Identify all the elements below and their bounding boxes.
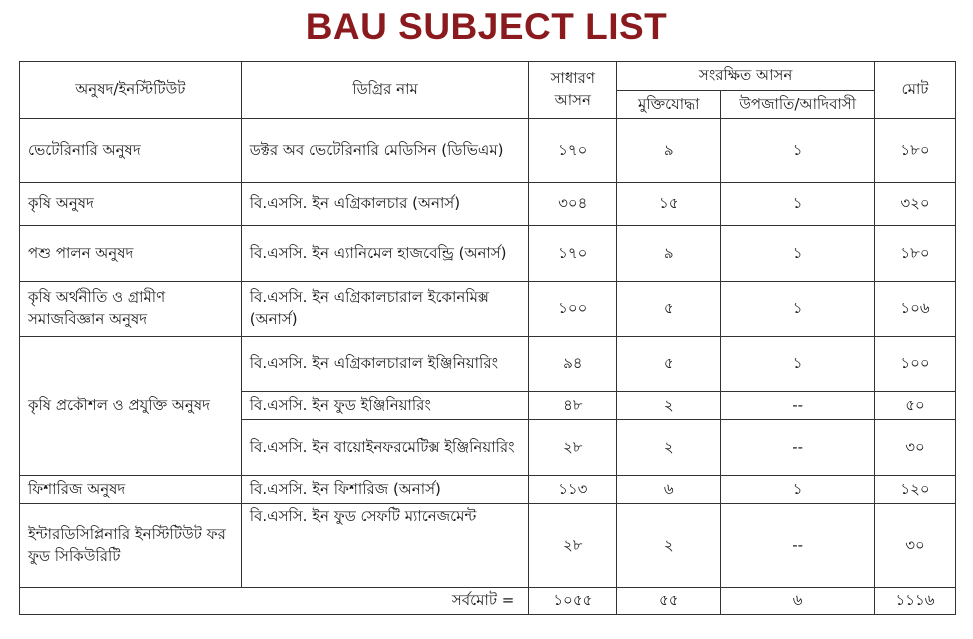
degree-cell: বি.এসসি. ইন এগ্রিকালচার (অনার্স) — [241, 183, 529, 226]
tribal-cell: -- — [721, 420, 875, 476]
degree-cell: বি.এসসি. ইন বায়োইনফরমেটিক্স ইঞ্জিনিয়ারিং — [241, 420, 529, 476]
faculty-cell: ভেটেরিনারি অনুষদ — [20, 119, 242, 183]
tribal-cell: -- — [721, 504, 875, 588]
header-tribal: উপজাতি/আদিবাসী — [721, 91, 875, 119]
grand-total-label: সর্বমোট = — [20, 588, 529, 615]
freedom-fighter-cell: ২ — [617, 392, 721, 420]
table-row — [20, 226, 956, 282]
total-cell: ৩০ — [875, 420, 956, 476]
header-general-line1: সাধারণ — [550, 69, 595, 88]
general-seats-cell: ৩০৪ — [529, 183, 617, 226]
total-cell: ১৮০ — [875, 226, 956, 282]
degree-cell: বি.এসসি. ইন ফুড সেফটি ম্যানেজমেন্ট — [241, 504, 529, 588]
freedom-fighter-cell: ৯ — [617, 119, 721, 183]
table-row — [20, 337, 956, 392]
page-title: BAU SUBJECT LIST — [305, 6, 668, 47]
tribal-cell: ১ — [721, 282, 875, 337]
freedom-fighter-cell: ২ — [617, 504, 721, 588]
degree-cell: বি.এসসি. ইন ফুড ইঞ্জিনিয়ারিং — [241, 392, 529, 420]
grand-total-general: ১০৫৫ — [529, 588, 617, 615]
header-general — [529, 62, 617, 119]
degree-cell: বি.এসসি. ইন ফিশারিজ (অনার্স) — [241, 476, 529, 504]
general-seats-cell: ৯৪ — [529, 337, 617, 392]
table-row — [20, 183, 956, 226]
faculty-cell: ফিশারিজ অনুষদ — [20, 476, 242, 504]
faculty-cell: কৃষি অনুষদ — [20, 183, 242, 226]
tribal-cell: ১ — [721, 119, 875, 183]
faculty-cell: কৃষি অর্থনীতি ও গ্রামীণ সমাজবিজ্ঞান অনুষদ — [20, 282, 242, 337]
total-cell: ১০০ — [875, 337, 956, 392]
tribal-cell: ১ — [721, 476, 875, 504]
general-seats-cell: ১৭০ — [529, 226, 617, 282]
header-general-line2: আসন — [554, 91, 591, 109]
degree-cell: বি.এসসি. ইন এগ্রিকালচারাল ইকোনমিক্স (অনার্স) — [241, 282, 529, 337]
table-row — [20, 504, 956, 588]
total-cell: ১২০ — [875, 476, 956, 504]
grand-total: ১১১৬ — [875, 588, 956, 615]
degree-cell: বি.এসসি. ইন এ্যানিমেল হাজবেন্ড্রি (অনার্স) — [241, 226, 529, 282]
header-degree: ডিগ্রির নাম — [241, 62, 529, 119]
header-faculty: অনুষদ/ইনস্টিটিউট — [20, 62, 242, 119]
header-freedom-fighter: মুক্তিযোদ্ধা — [617, 91, 721, 119]
tribal-cell: ১ — [721, 226, 875, 282]
faculty-cell: পশু পালন অনুষদ — [20, 226, 242, 282]
grand-total-freedom-fighter: ৫৫ — [617, 588, 721, 615]
freedom-fighter-cell: ৫ — [617, 282, 721, 337]
freedom-fighter-cell: ৫ — [617, 337, 721, 392]
general-seats-cell: ২৮ — [529, 420, 617, 476]
tribal-cell: ১ — [721, 183, 875, 226]
table-row — [20, 476, 956, 504]
freedom-fighter-cell: ১৫ — [617, 183, 721, 226]
general-seats-cell: ১০০ — [529, 282, 617, 337]
tribal-cell: ১ — [721, 337, 875, 392]
table-row — [20, 119, 956, 183]
grand-total-tribal: ৬ — [721, 588, 875, 615]
table-row — [20, 282, 956, 337]
header-reserved: সংরক্ষিত আসন — [617, 62, 875, 91]
total-cell: ৩০ — [875, 504, 956, 588]
general-seats-cell: ১৭০ — [529, 119, 617, 183]
degree-cell: ডক্টর অব ভেটেরিনারি মেডিসিন (ডিভিএম) — [241, 119, 529, 183]
total-cell: ১৮০ — [875, 119, 956, 183]
freedom-fighter-cell: ২ — [617, 420, 721, 476]
degree-cell: বি.এসসি. ইন এগ্রিকালচারাল ইঞ্জিনিয়ারিং — [241, 337, 529, 392]
faculty-cell: কৃষি প্রকৌশল ও প্রযুক্তি অনুষদ — [20, 337, 242, 476]
freedom-fighter-cell: ৬ — [617, 476, 721, 504]
freedom-fighter-cell: ৯ — [617, 226, 721, 282]
totals-row — [20, 588, 956, 615]
general-seats-cell: ৪৮ — [529, 392, 617, 420]
subject-table — [19, 61, 956, 615]
general-seats-cell: ১১৩ — [529, 476, 617, 504]
total-cell: ৩২০ — [875, 183, 956, 226]
total-cell: ৫০ — [875, 392, 956, 420]
header-total: মোট — [875, 62, 956, 119]
faculty-cell: ইন্টারডিসিপ্লিনারি ইনস্টিটিউট ফর ফুড সিকিউরিটি — [20, 504, 242, 588]
total-cell: ১০৬ — [875, 282, 956, 337]
general-seats-cell: ২৮ — [529, 504, 617, 588]
tribal-cell: -- — [721, 392, 875, 420]
